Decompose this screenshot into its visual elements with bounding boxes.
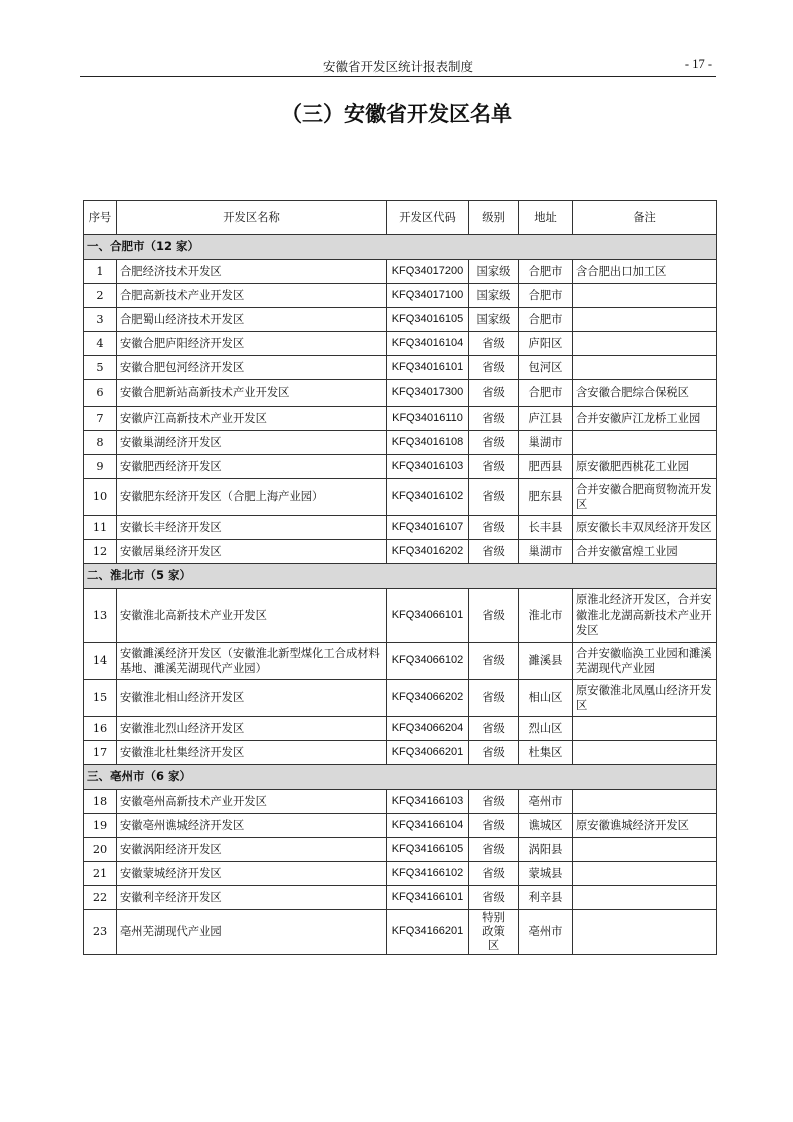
- cell-level: 省级: [469, 838, 519, 862]
- table-row: [84, 455, 717, 479]
- cell-address: 谯城区: [519, 814, 573, 838]
- cell-name: 合肥经济技术开发区: [117, 260, 387, 284]
- table-row: [84, 717, 717, 741]
- cell-code: KFQ34066204: [387, 717, 469, 741]
- cell-level: 省级: [469, 886, 519, 910]
- cell-name: 安徽合肥新站高新技术产业开发区: [117, 380, 387, 407]
- cell-name: 安徽淮北相山经济开发区: [117, 680, 387, 717]
- cell-code: KFQ34066102: [387, 643, 469, 680]
- cell-level: 省级: [469, 643, 519, 680]
- cell-no: 18: [84, 790, 117, 814]
- cell-no: 23: [84, 910, 117, 955]
- table-row: [84, 380, 717, 407]
- group-heading: 一、合肥市（12 家）: [84, 235, 717, 260]
- cell-level: 省级: [469, 540, 519, 564]
- cell-level: 省级: [469, 479, 519, 516]
- table-row: [84, 910, 717, 955]
- table-row: [84, 308, 717, 332]
- cell-address: 濉溪县: [519, 643, 573, 680]
- running-title: 安徽省开发区统计报表制度: [322, 59, 473, 74]
- cell-code: KFQ34066202: [387, 680, 469, 717]
- cell-name: 安徽肥东经济开发区（合肥上海产业园）: [117, 479, 387, 516]
- cell-address: 巢湖市: [519, 540, 573, 564]
- cell-level: 国家级: [469, 260, 519, 284]
- cell-code: KFQ34017300: [387, 380, 469, 407]
- cell-note: [573, 431, 717, 455]
- cell-level: 国家级: [469, 308, 519, 332]
- cell-address: 亳州市: [519, 790, 573, 814]
- cell-level: 省级: [469, 380, 519, 407]
- cell-no: 22: [84, 886, 117, 910]
- cell-note: [573, 910, 717, 955]
- cell-name: 安徽淮北烈山经济开发区: [117, 717, 387, 741]
- cell-address: 巢湖市: [519, 431, 573, 455]
- cell-level: 省级: [469, 356, 519, 380]
- table-body: [84, 235, 717, 955]
- cell-name: 安徽淮北高新技术产业开发区: [117, 589, 387, 643]
- cell-note: 原安徽肥西桃花工业园: [573, 455, 717, 479]
- cell-code: KFQ34166104: [387, 814, 469, 838]
- cell-no: 10: [84, 479, 117, 516]
- cell-code: KFQ34166105: [387, 838, 469, 862]
- cell-code: KFQ34016107: [387, 516, 469, 540]
- cell-name: 安徽庐江高新技术产业开发区: [117, 407, 387, 431]
- cell-no: 12: [84, 540, 117, 564]
- cell-no: 3: [84, 308, 117, 332]
- cell-no: 2: [84, 284, 117, 308]
- cell-note: 合并安徽富煌工业园: [573, 540, 717, 564]
- cell-address: 肥东县: [519, 479, 573, 516]
- cell-name: 安徽肥西经济开发区: [117, 455, 387, 479]
- cell-code: KFQ34066101: [387, 589, 469, 643]
- cell-note: 原安徽谯城经济开发区: [573, 814, 717, 838]
- cell-note: [573, 332, 717, 356]
- table-row: [84, 643, 717, 680]
- cell-name: 安徽巢湖经济开发区: [117, 431, 387, 455]
- cell-code: KFQ34016102: [387, 479, 469, 516]
- column-header-code: 开发区代码: [387, 201, 469, 235]
- table-row: [84, 540, 717, 564]
- cell-code: KFQ34016105: [387, 308, 469, 332]
- cell-no: 6: [84, 380, 117, 407]
- cell-code: KFQ34166102: [387, 862, 469, 886]
- cell-note: [573, 886, 717, 910]
- table-row: [84, 260, 717, 284]
- table-row: [84, 838, 717, 862]
- cell-no: 5: [84, 356, 117, 380]
- table-row: [84, 862, 717, 886]
- cell-no: 13: [84, 589, 117, 643]
- cell-note: [573, 308, 717, 332]
- cell-address: 肥西县: [519, 455, 573, 479]
- cell-no: 17: [84, 741, 117, 765]
- cell-code: KFQ34016108: [387, 431, 469, 455]
- cell-name: 安徽蒙城经济开发区: [117, 862, 387, 886]
- table-row: [84, 741, 717, 765]
- cell-no: 19: [84, 814, 117, 838]
- cell-level: 特别政策区: [469, 910, 519, 955]
- group-heading: 三、亳州市（6 家）: [84, 765, 717, 790]
- cell-name: 合肥蜀山经济技术开发区: [117, 308, 387, 332]
- cell-address: 涡阳县: [519, 838, 573, 862]
- table-header: [84, 201, 717, 235]
- cell-note: 含合肥出口加工区: [573, 260, 717, 284]
- cell-level: 省级: [469, 589, 519, 643]
- table-row: [84, 680, 717, 717]
- group-heading: 二、淮北市（5 家）: [84, 564, 717, 589]
- cell-note: 含安徽合肥综合保税区: [573, 380, 717, 407]
- table-row: [84, 479, 717, 516]
- cell-name: 安徽居巢经济开发区: [117, 540, 387, 564]
- group-row: [84, 765, 717, 790]
- cell-code: KFQ34166101: [387, 886, 469, 910]
- cell-no: 15: [84, 680, 117, 717]
- cell-name: 亳州芜湖现代产业园: [117, 910, 387, 955]
- cell-no: 4: [84, 332, 117, 356]
- table-row: [84, 332, 717, 356]
- cell-level: 省级: [469, 862, 519, 886]
- cell-name: 安徽合肥包河经济开发区: [117, 356, 387, 380]
- cell-level: 省级: [469, 332, 519, 356]
- cell-level: 省级: [469, 431, 519, 455]
- cell-code: KFQ34017100: [387, 284, 469, 308]
- cell-note: [573, 862, 717, 886]
- cell-note: [573, 838, 717, 862]
- cell-name: 安徽长丰经济开发区: [117, 516, 387, 540]
- cell-note: [573, 741, 717, 765]
- table-row: [84, 431, 717, 455]
- cell-level: 省级: [469, 455, 519, 479]
- cell-note: 原淮北经济开发区，合并安徽淮北龙湖高新技术产业开发区: [573, 589, 717, 643]
- cell-no: 11: [84, 516, 117, 540]
- cell-address: 长丰县: [519, 516, 573, 540]
- cell-level: 省级: [469, 516, 519, 540]
- cell-note: 合并安徽庐江龙桥工业园: [573, 407, 717, 431]
- cell-code: KFQ34166103: [387, 790, 469, 814]
- cell-note: 合并安徽合肥商贸物流开发区: [573, 479, 717, 516]
- column-header-level: 级别: [469, 201, 519, 235]
- cell-code: KFQ34016101: [387, 356, 469, 380]
- cell-no: 21: [84, 862, 117, 886]
- cell-name: 安徽亳州谯城经济开发区: [117, 814, 387, 838]
- cell-code: KFQ34066201: [387, 741, 469, 765]
- cell-note: [573, 717, 717, 741]
- cell-note: [573, 356, 717, 380]
- header-row: [84, 201, 717, 235]
- table-row: [84, 589, 717, 643]
- column-header-address: 地址: [519, 201, 573, 235]
- group-row: [84, 235, 717, 260]
- page-number: - 17 -: [684, 57, 712, 71]
- cell-no: 16: [84, 717, 117, 741]
- cell-note: 原安徽淮北凤凰山经济开发区: [573, 680, 717, 717]
- cell-address: 合肥市: [519, 260, 573, 284]
- cell-code: KFQ34016110: [387, 407, 469, 431]
- cell-name: 安徽亳州高新技术产业开发区: [117, 790, 387, 814]
- table-row: [84, 886, 717, 910]
- cell-address: 烈山区: [519, 717, 573, 741]
- cell-address: 庐阳区: [519, 332, 573, 356]
- running-header: [80, 54, 716, 77]
- cell-name: 合肥高新技术产业开发区: [117, 284, 387, 308]
- cell-code: KFQ34166201: [387, 910, 469, 955]
- cell-address: 蒙城县: [519, 862, 573, 886]
- table-row: [84, 284, 717, 308]
- cell-name: 安徽濉溪经济开发区（安徽淮北新型煤化工合成材料基地、濉溪芜湖现代产业园）: [117, 643, 387, 680]
- cell-note: [573, 790, 717, 814]
- table-row: [84, 356, 717, 380]
- cell-code: KFQ34017200: [387, 260, 469, 284]
- column-header-no: 序号: [84, 201, 117, 235]
- cell-no: 7: [84, 407, 117, 431]
- cell-code: KFQ34016202: [387, 540, 469, 564]
- table-row: [84, 407, 717, 431]
- cell-no: 14: [84, 643, 117, 680]
- cell-level: 省级: [469, 407, 519, 431]
- document-title: （三）安徽省开发区名单: [281, 102, 512, 126]
- cell-name: 安徽淮北杜集经济开发区: [117, 741, 387, 765]
- cell-note: 原安徽长丰双凤经济开发区: [573, 516, 717, 540]
- cell-address: 庐江县: [519, 407, 573, 431]
- cell-address: 淮北市: [519, 589, 573, 643]
- cell-no: 20: [84, 838, 117, 862]
- cell-name: 安徽涡阳经济开发区: [117, 838, 387, 862]
- cell-code: KFQ34016103: [387, 455, 469, 479]
- table-row: [84, 516, 717, 540]
- cell-address: 包河区: [519, 356, 573, 380]
- development-zone-table: [83, 200, 717, 955]
- cell-level: 省级: [469, 741, 519, 765]
- cell-name: 安徽合肥庐阳经济开发区: [117, 332, 387, 356]
- cell-address: 相山区: [519, 680, 573, 717]
- group-row: [84, 564, 717, 589]
- cell-address: 利辛县: [519, 886, 573, 910]
- table-row: [84, 790, 717, 814]
- cell-no: 9: [84, 455, 117, 479]
- cell-address: 合肥市: [519, 308, 573, 332]
- cell-address: 合肥市: [519, 284, 573, 308]
- cell-no: 8: [84, 431, 117, 455]
- cell-no: 1: [84, 260, 117, 284]
- cell-name: 安徽利辛经济开发区: [117, 886, 387, 910]
- cell-level: 省级: [469, 717, 519, 741]
- cell-address: 杜集区: [519, 741, 573, 765]
- cell-level: 国家级: [469, 284, 519, 308]
- cell-address: 亳州市: [519, 910, 573, 955]
- cell-code: KFQ34016104: [387, 332, 469, 356]
- cell-address: 合肥市: [519, 380, 573, 407]
- cell-level: 省级: [469, 790, 519, 814]
- cell-level: 省级: [469, 814, 519, 838]
- cell-level: 省级: [469, 680, 519, 717]
- cell-note: 合并安徽临涣工业园和濉溪芜湖现代产业园: [573, 643, 717, 680]
- column-header-name: 开发区名称: [117, 201, 387, 235]
- table-row: [84, 814, 717, 838]
- cell-note: [573, 284, 717, 308]
- column-header-note: 备注: [573, 201, 717, 235]
